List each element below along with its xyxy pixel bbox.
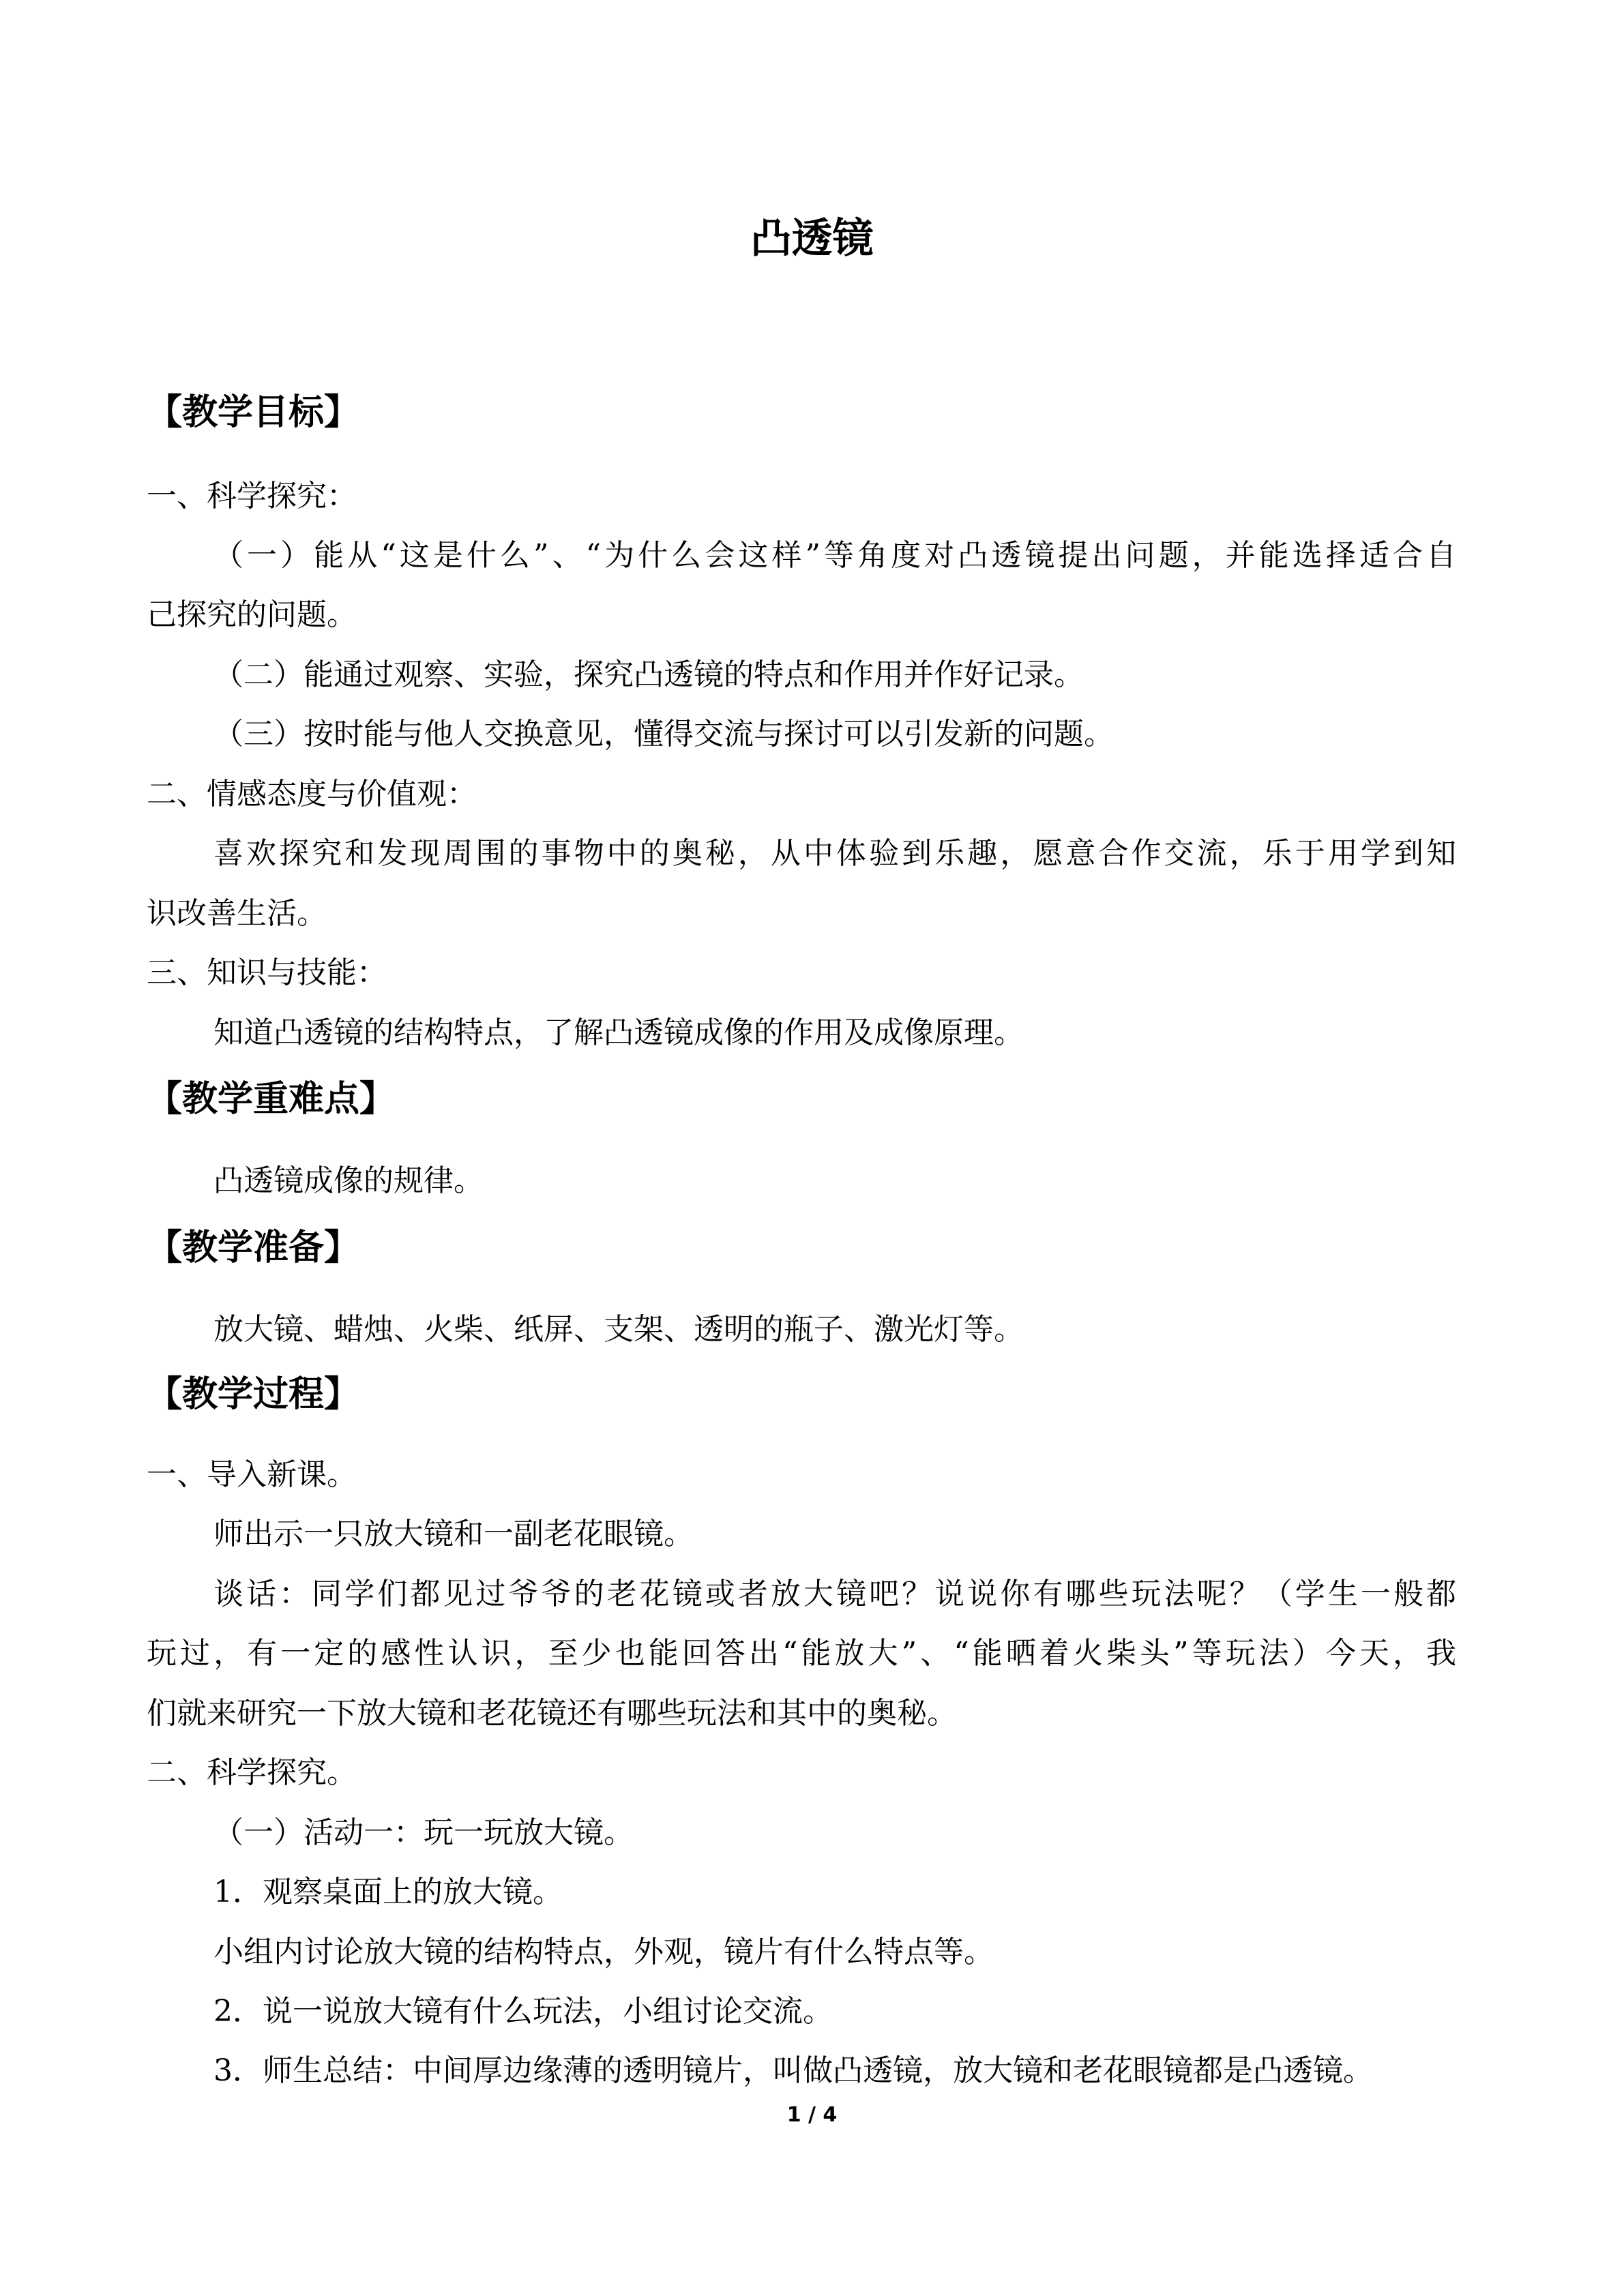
page-title: 凸透镜 bbox=[750, 215, 874, 263]
subsection-title-inquiry: 一、科学探究： bbox=[147, 479, 357, 513]
paragraph-line: （二）能通过观察、实验，探究凸透镜的特点和作用并作好记录。 bbox=[213, 657, 1084, 692]
section-heading-objectives: 【教学目标】 bbox=[147, 392, 360, 433]
paragraph-line: 谈话：同学们都见过爷爷的老花镜或者放大镜吧？说说你有哪些玩法呢？（学生一般都 bbox=[213, 1577, 1456, 1611]
section-heading-process: 【教学过程】 bbox=[147, 1374, 360, 1415]
paragraph-line: 放大镜、蜡烛、火柴、纸屏、支架、透明的瓶子、激光灯等。 bbox=[213, 1312, 1024, 1347]
subsection-title-intro: 一、导入新课。 bbox=[147, 1457, 357, 1492]
paragraph-line: 己探究的问题。 bbox=[147, 597, 357, 632]
paragraph-line: 小组内讨论放大镜的结构特点，外观，镜片有什么特点等。 bbox=[213, 1935, 994, 1969]
paragraph-line: 知道凸透镜的结构特点，了解凸透镜成像的作用及成像原理。 bbox=[213, 1015, 1024, 1050]
paragraph-line: 玩过，有一定的感性认识，至少也能回答出“能放大”、“能晒着火柴头”等玩法）今天，我 bbox=[147, 1636, 1456, 1671]
section-heading-preparation: 【教学准备】 bbox=[147, 1227, 360, 1268]
paragraph-line: （三）按时能与他人交换意见，懂得交流与探讨可以引发新的问题。 bbox=[213, 717, 1114, 751]
subsection-title-inquiry-process: 二、科学探究。 bbox=[147, 1755, 357, 1790]
paragraph-line: 凸透镜成像的规律。 bbox=[213, 1163, 484, 1198]
paragraph-line: 喜欢探究和发现周围的事物中的奥秘，从中体验到乐趣，愿意合作交流，乐于用学到知 bbox=[213, 836, 1456, 871]
list-item: 1．观察桌面上的放大镜。 bbox=[213, 1875, 563, 1909]
page-number: 1 / 4 bbox=[786, 2103, 838, 2127]
list-item: 3．师生总结：中间厚边缘薄的透明镜片，叫做凸透镜，放大镜和老花眼镜都是凸透镜。 bbox=[213, 2053, 1373, 2088]
paragraph-line: 们就来研究一下放大镜和老花镜还有哪些玩法和其中的奥秘。 bbox=[147, 1696, 957, 1731]
subsection-title-skills: 三、知识与技能： bbox=[147, 955, 387, 990]
section-heading-key-points: 【教学重难点】 bbox=[147, 1079, 396, 1120]
list-item: 2．说一说放大镜有什么玩法，小组讨论交流。 bbox=[213, 1994, 833, 2029]
paragraph-line: （一）活动一：玩一玩放大镜。 bbox=[213, 1815, 634, 1850]
paragraph-line: （一）能从“这是什么”、“为什么会这样”等角度对凸透镜提出问题，并能选择适合自 bbox=[213, 538, 1456, 573]
paragraph-line: 师出示一只放大镜和一副老花眼镜。 bbox=[213, 1517, 694, 1551]
subsection-title-attitude: 二、情感态度与价值观： bbox=[147, 777, 477, 811]
paragraph-line: 识改善生活。 bbox=[147, 896, 327, 931]
